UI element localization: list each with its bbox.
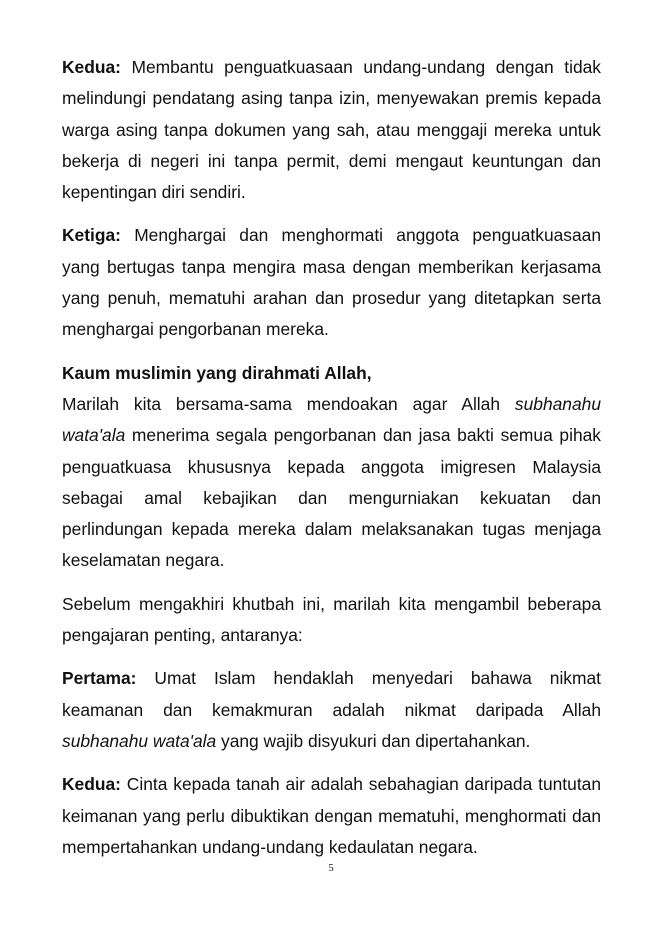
paragraph-text: menerima segala pengorbanan dan jasa bakti semua pihak penguatkuasa khususnya kepada anggota imigresen Malaysia sebagai amal kebajikan dan mengurniakan kekuatan dan perlindungan kepada mereka dalam melaksanakan tugas menjaga keselamatan negara.	[62, 425, 601, 571]
paragraph-text: Cinta kepada tanah air adalah sebahagian daripada tuntutan keimanan yang perlu dibuktikan dengan mematuhi, menghormati dan mempertahankan undang-undang kedaulatan negara.	[62, 774, 601, 857]
section-heading: Kaum muslimin yang dirahmati Allah,	[62, 362, 372, 383]
italic-term: subhanahu wata'ala	[62, 393, 601, 446]
paragraph-text: Marilah kita bersama-sama mendoakan agar Allah	[62, 393, 515, 414]
paragraph-text: Menghargai dan menghormati anggota penguatkuasaan yang bertugas tanpa mengira masa dengan memberikan kerjasama yang penuh, mematuhi arahan dan prosedur yang ditetapkan serta menghargai pengorbanan mereka.	[62, 225, 601, 340]
paragraph-lead: Pertama:	[62, 668, 137, 689]
paragraph-doa	[62, 389, 601, 577]
paragraph-sebelum: Sebelum mengakhiri khutbah ini, marilah kita mengambil beberapa pengajaran penting, antaranya:	[62, 593, 601, 646]
paragraph-kedua-second	[62, 769, 601, 863]
paragraph-lead: Kedua:	[62, 57, 121, 77]
paragraph-pertama	[62, 663, 601, 757]
paragraph-text: Umat Islam hendaklah menyedari bahawa nikmat keamanan dan kemakmuran adalah nikmat daripada Allah	[62, 668, 601, 720]
italic-term: subhanahu wata'ala	[62, 730, 217, 751]
paragraph-text: yang wajib disyukuri dan dipertahankan.	[216, 730, 531, 751]
paragraph-ketiga	[62, 220, 601, 345]
paragraph-lead: Ketiga:	[62, 225, 121, 246]
page-number: 5	[328, 862, 334, 874]
paragraph-text: Membantu penguatkuasaan undang-undang dengan tidak melindungi pendatang asing tanpa izin, menyewakan premis kepada warga asing tanpa dokumen yang sah, atau menggaji mereka untuk bekerja di negeri ini tanpa permit, demi mengaut keuntungan dan kepentingan diri sendiri.	[62, 57, 601, 203]
document-page	[62, 52, 601, 863]
paragraph-kedua-first	[62, 52, 601, 208]
paragraph-lead: Kedua:	[62, 774, 121, 795]
